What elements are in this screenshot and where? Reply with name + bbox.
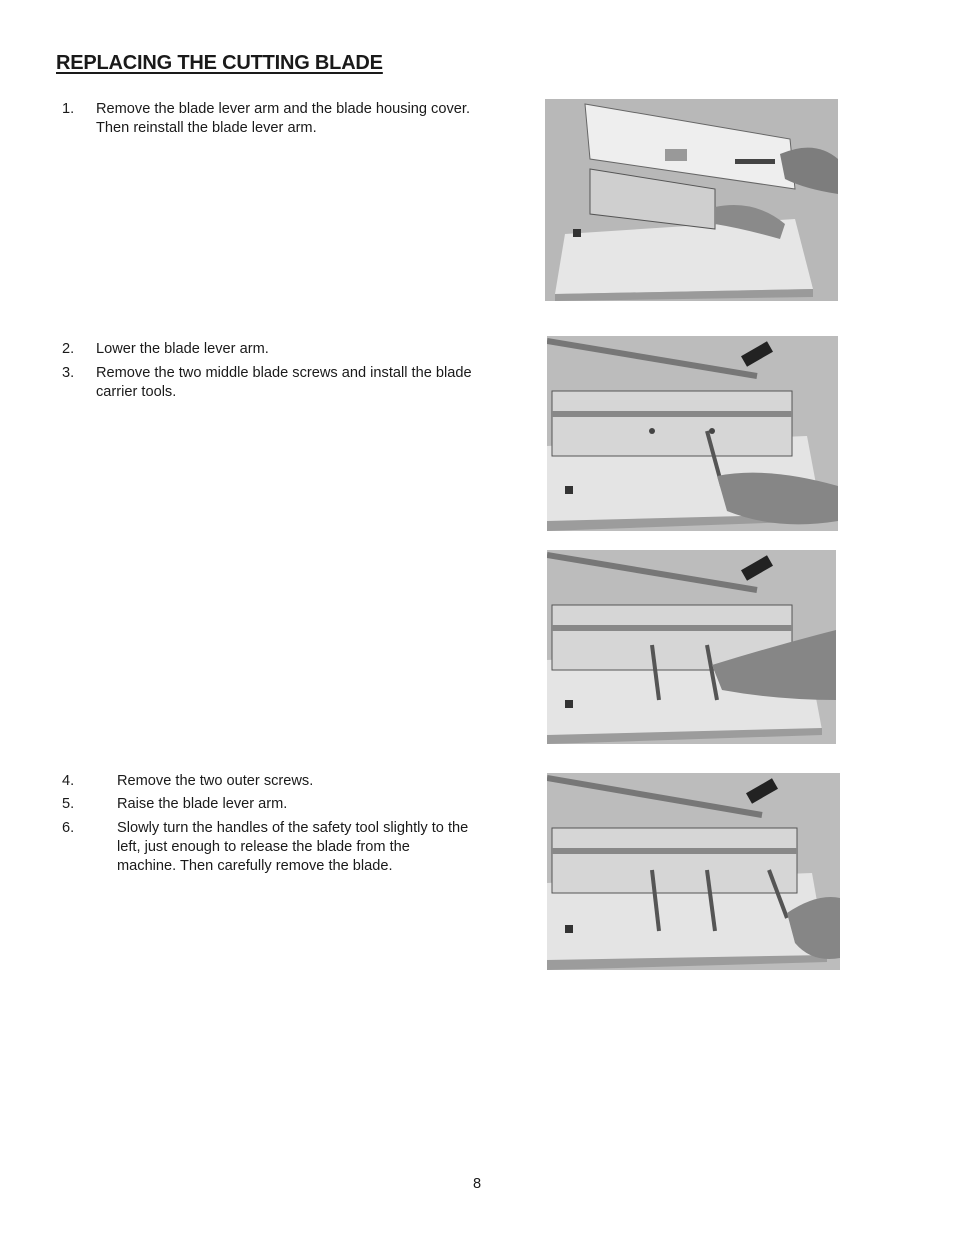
page-number: 8 (472, 1176, 482, 1192)
step-text: Slowly turn the handles of the safety tool slightly to the left, just enough to release the blade from the machine. Then carefully remove the blade. (117, 820, 469, 874)
section-title: REPLACING THE CUTTING BLADE (56, 52, 383, 74)
photo-lower-lever-arm (547, 336, 838, 531)
photo-install-carrier-tools (547, 550, 836, 744)
photo-remove-outer-screws (547, 773, 840, 970)
photo-remove-housing-cover (545, 99, 838, 301)
step-number: 1. (62, 101, 75, 117)
step-text: Raise the blade lever arm. (117, 796, 288, 812)
step-text: Remove the two outer screws. (117, 773, 314, 789)
step-1 (62, 100, 482, 140)
step-2 (62, 340, 482, 360)
step-number: 4. (62, 773, 75, 789)
step-6 (62, 819, 482, 879)
step-number: 2. (62, 341, 75, 357)
step-text: Lower the blade lever arm. (96, 341, 269, 357)
step-5 (62, 795, 482, 815)
step-number: 3. (62, 365, 75, 381)
step-number: 5. (62, 796, 75, 812)
step-3 (62, 364, 482, 404)
step-number: 6. (62, 820, 75, 836)
step-text: Remove the two middle blade screws and install the blade carrier tools. (96, 365, 472, 400)
step-text: Remove the blade lever arm and the blade housing cover. Then reinstall the blade lever arm. (96, 101, 470, 136)
step-4 (62, 772, 482, 792)
